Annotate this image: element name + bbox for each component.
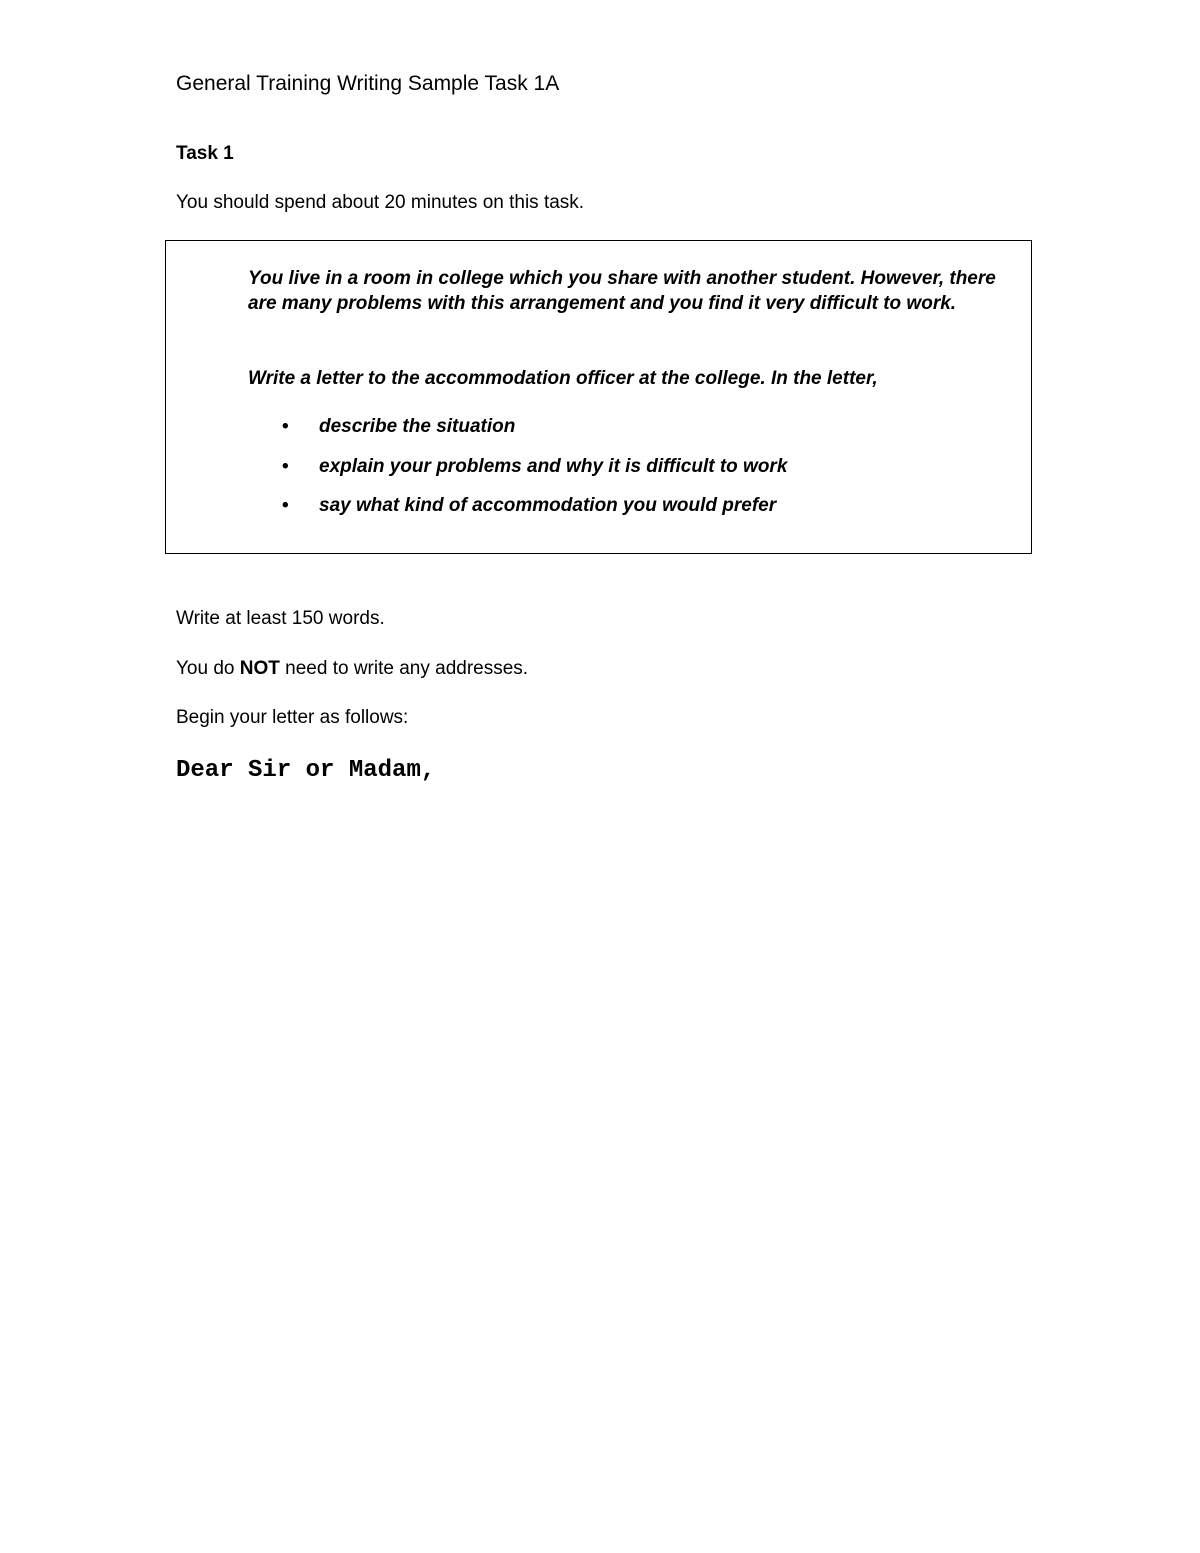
bullet-text: say what kind of accommodation you would prefer	[319, 495, 777, 516]
bullet-icon: •	[282, 416, 289, 437]
task-heading: Task 1	[176, 143, 234, 164]
address-note-end: need to write any addresses.	[279, 658, 529, 679]
address-note-start: You do	[176, 658, 240, 679]
document-title: General Training Writing Sample Task 1A	[176, 72, 560, 95]
bullet-icon: •	[282, 455, 289, 477]
word-count-instruction: Write at least 150 words.	[176, 608, 385, 629]
letter-salutation: Dear Sir or Madam,	[176, 757, 436, 784]
bullet-text: explain your problems and why it is difficult to work	[319, 455, 788, 477]
task-prompt-box	[165, 240, 1032, 554]
prompt-bullet-item	[282, 415, 787, 455]
prompt-instruction: Write a letter to the accommodation officer at the college. In the letter,	[248, 368, 878, 389]
time-instruction: You should spend about 20 minutes on this task.	[176, 192, 585, 213]
bullet-icon: •	[282, 495, 289, 516]
prompt-bullet-list	[282, 415, 787, 534]
prompt-bullet-item	[282, 494, 787, 534]
address-note-emphasis: NOT	[239, 658, 280, 679]
bullet-text: describe the situation	[319, 416, 516, 437]
prompt-bullet-item	[282, 455, 787, 495]
begin-letter-instruction: Begin your letter as follows:	[176, 707, 409, 728]
prompt-scenario: You live in a room in college which you share with another student. However, there are many problems with this arrangement and you find it very difficult to work.	[248, 268, 996, 314]
address-note	[176, 657, 528, 681]
